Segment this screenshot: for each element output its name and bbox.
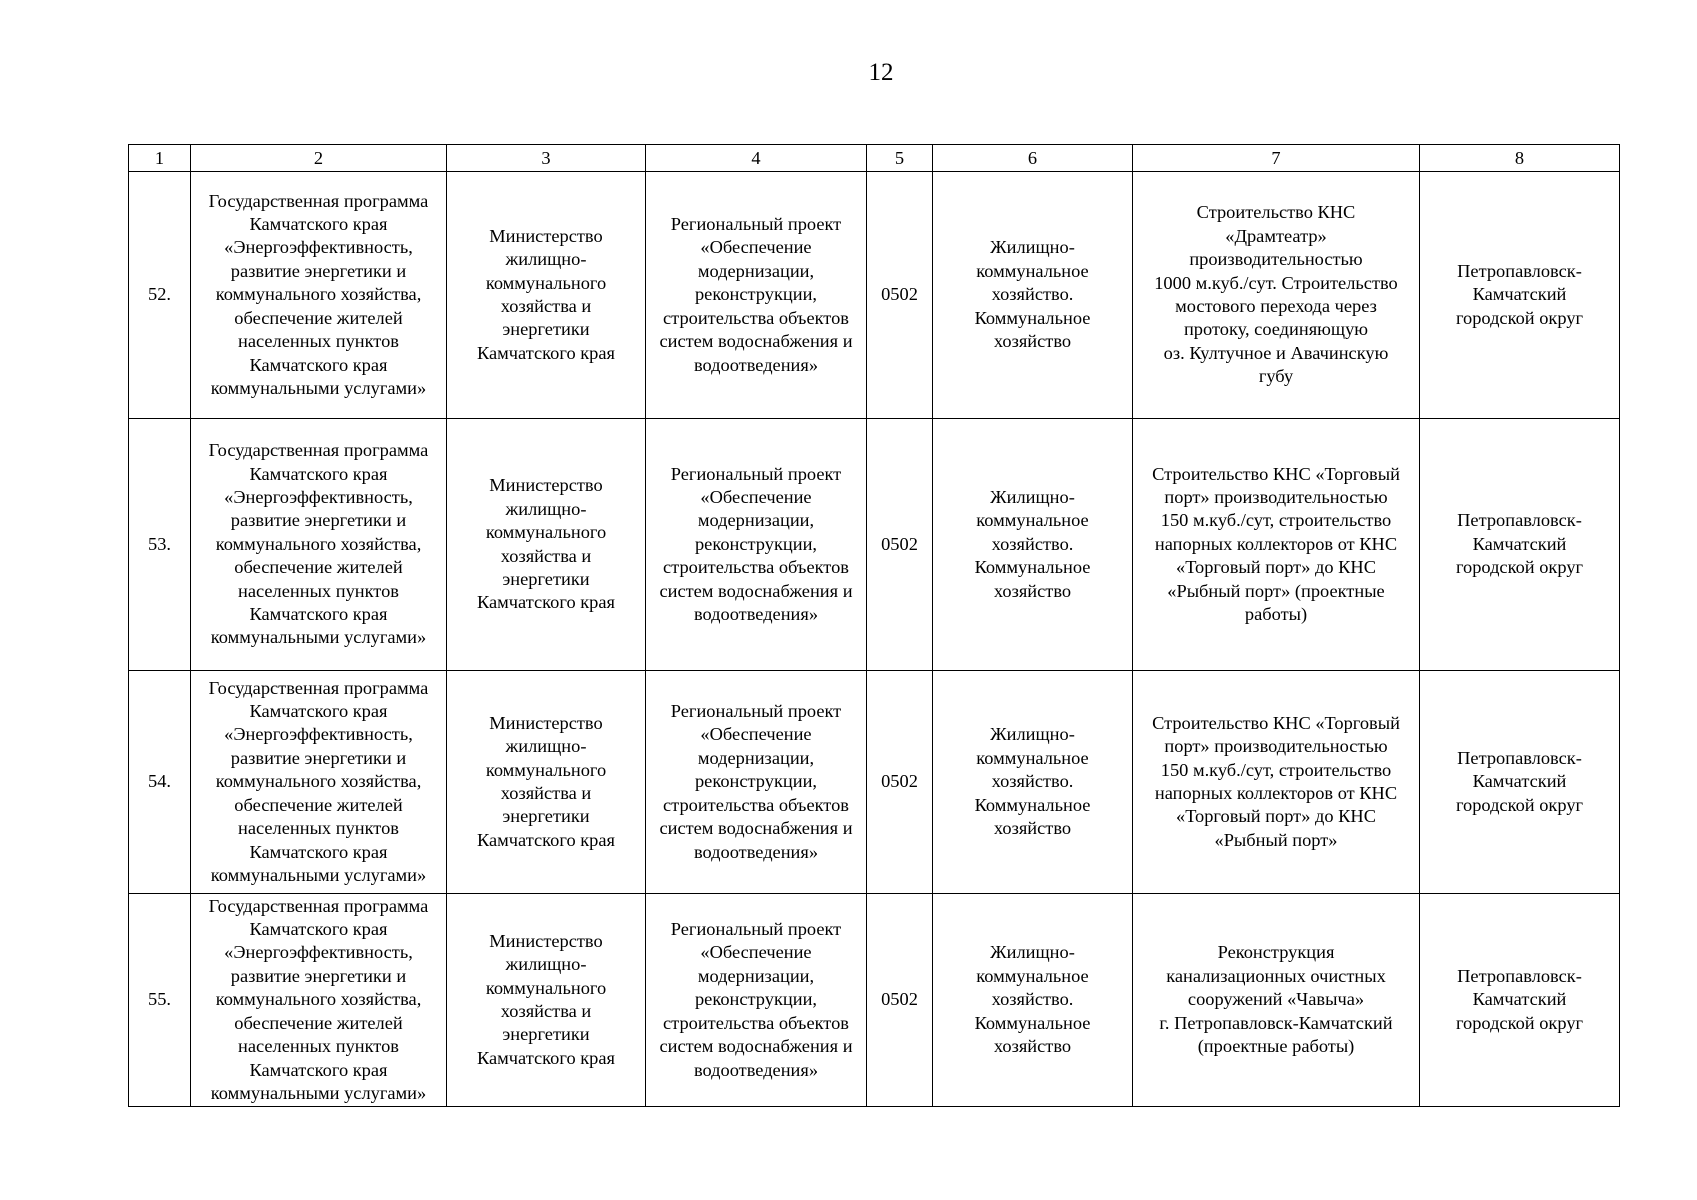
project-cell: Региональный проект «Обеспечение модернизации, реконструкции, строительства объектов систем водоснабжения и водоотведения» [646, 172, 867, 419]
table-row [129, 419, 1620, 671]
header-col-1: 1 [129, 145, 191, 172]
page-number: 12 [868, 59, 894, 86]
location-cell: Петропавловск- Камчатский городской округ [1420, 172, 1620, 419]
code-cell: 0502 [867, 172, 933, 419]
row-number: 53. [129, 419, 191, 671]
ministry-cell: Министерство жилищно- коммунального хозяйства и энергетики Камчатского края [447, 894, 646, 1107]
row-number: 52. [129, 172, 191, 419]
row-number: 54. [129, 671, 191, 894]
program-cell: Государственная программа Камчатского края «Энергоэффективность, развитие энергетики и коммунального хозяйства, обеспечение жителей населенных пунктов Камчатского края коммунальными услугами» [191, 172, 447, 419]
section-cell: Жилищно- коммунальное хозяйство. Коммунальное хозяйство [933, 894, 1133, 1107]
project-cell: Региональный проект «Обеспечение модернизации, реконструкции, строительства объектов систем водоснабжения и водоотведения» [646, 894, 867, 1107]
table-row [129, 172, 1620, 419]
header-col-2: 2 [191, 145, 447, 172]
header-col-3: 3 [447, 145, 646, 172]
header-col-7: 7 [1133, 145, 1420, 172]
table-row [129, 671, 1620, 894]
ministry-cell: Министерство жилищно- коммунального хозяйства и энергетики Камчатского края [447, 419, 646, 671]
ministry-cell: Министерство жилищно- коммунального хозяйства и энергетики Камчатского края [447, 671, 646, 894]
location-cell: Петропавловск- Камчатский городской округ [1420, 894, 1620, 1107]
program-cell: Государственная программа Камчатского края «Энергоэффективность, развитие энергетики и коммунального хозяйства, обеспечение жителей населенных пунктов Камчатского края коммунальными услугами» [191, 894, 447, 1107]
objects-table [128, 144, 1620, 1107]
header-col-8: 8 [1420, 145, 1620, 172]
object-cell: Строительство КНС «Торговый порт» производительностью 150 м.куб./сут, строительство напорных коллекторов от КНС «Торговый порт» до КНС «Рыбный порт» [1133, 671, 1420, 894]
ministry-cell: Министерство жилищно- коммунального хозяйства и энергетики Камчатского края [447, 172, 646, 419]
row-number: 55. [129, 894, 191, 1107]
section-cell: Жилищно- коммунальное хозяйство. Коммунальное хозяйство [933, 419, 1133, 671]
program-cell: Государственная программа Камчатского края «Энергоэффективность, развитие энергетики и коммунального хозяйства, обеспечение жителей населенных пунктов Камчатского края коммунальными услугами» [191, 419, 447, 671]
section-cell: Жилищно- коммунальное хозяйство. Коммунальное хозяйство [933, 172, 1133, 419]
code-cell: 0502 [867, 894, 933, 1107]
object-cell: Строительство КНС «Драмтеатр» производительностью 1000 м.куб./сут. Строительство мостового перехода через протоку, соединяющую оз. Култучное и Авачинскую губу [1133, 172, 1420, 419]
code-cell: 0502 [867, 671, 933, 894]
project-cell: Региональный проект «Обеспечение модернизации, реконструкции, строительства объектов систем водоснабжения и водоотведения» [646, 419, 867, 671]
header-row [129, 145, 1620, 172]
section-cell: Жилищно- коммунальное хозяйство. Коммунальное хозяйство [933, 671, 1133, 894]
header-col-4: 4 [646, 145, 867, 172]
project-cell: Региональный проект «Обеспечение модернизации, реконструкции, строительства объектов систем водоснабжения и водоотведения» [646, 671, 867, 894]
header-col-6: 6 [933, 145, 1133, 172]
object-cell: Реконструкция канализационных очистных сооружений «Чавыча» г. Петропавловск-Камчатский (проектные работы) [1133, 894, 1420, 1107]
table-row [129, 894, 1620, 1107]
object-cell: Строительство КНС «Торговый порт» производительностью 150 м.куб./сут, строительство напорных коллекторов от КНС «Торговый порт» до КНС «Рыбный порт» (проектные работы) [1133, 419, 1420, 671]
program-cell: Государственная программа Камчатского края «Энергоэффективность, развитие энергетики и коммунального хозяйства, обеспечение жителей населенных пунктов Камчатского края коммунальными услугами» [191, 671, 447, 894]
location-cell: Петропавловск- Камчатский городской округ [1420, 671, 1620, 894]
location-cell: Петропавловск- Камчатский городской округ [1420, 419, 1620, 671]
code-cell: 0502 [867, 419, 933, 671]
header-col-5: 5 [867, 145, 933, 172]
